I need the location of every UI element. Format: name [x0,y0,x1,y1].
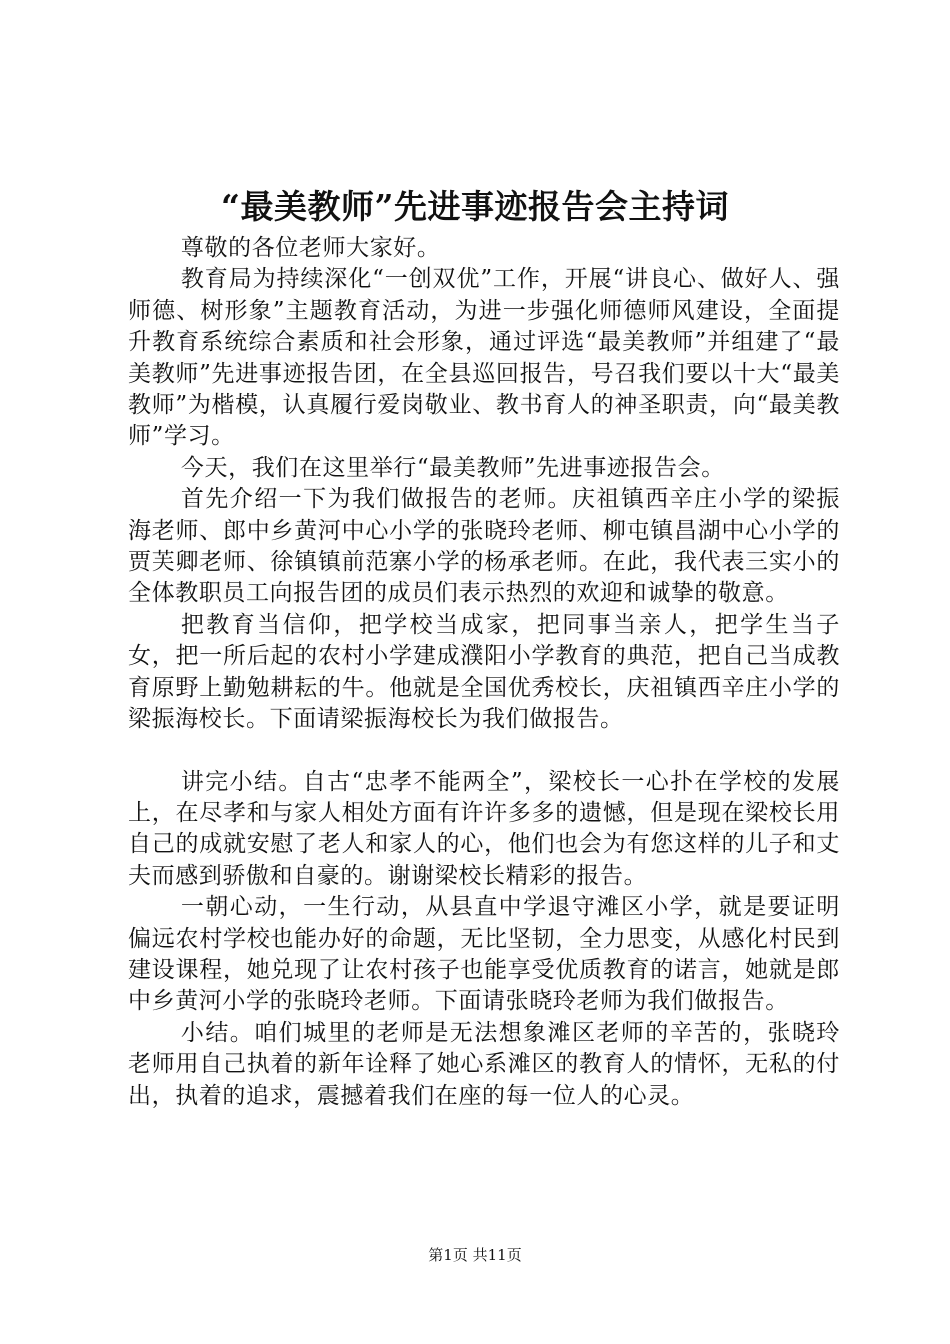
paragraph-zhang-summary: 小结。咱们城里的老师是无法想象滩区老师的辛苦的，张晓玲老师用自己执着的新年诠释了她心系滩区的教育人的情怀，无私的付出，执着的追求，震撼着我们在座的每一位人的心灵。 [128,1019,840,1109]
paragraph-liang-intro: 把教育当信仰，把学校当成家，把同事当亲人，把学生当子女，把一所后起的农村小学建成濮阳小学教育的典范，把自己当成教育原野上勤勉耕耘的牛。他就是全国优秀校长，庆祖镇西辛庄小学的梁振海校长。下面请梁振海校长为我们做报告。 [128,611,840,733]
paragraph-today: 今天，我们在这里举行“最美教师”先进事迹报告会。 [180,454,725,481]
paragraph-zhang-intro: 一朝心动，一生行动，从县直中学退守滩区小学，就是要证明偏远农村学校也能办好的命题，无比坚韧，全力思变，从感化村民到建设课程，她兑现了让农村孩子也能享受优质教育的诺言，她就是郎中乡黄河小学的张晓玲老师。下面请张晓玲老师为我们做报告。 [128,894,840,1015]
paragraph-greeting: 尊敬的各位老师大家好。 [180,235,441,261]
page-footer: 第1页 共11页 [428,1246,522,1264]
paragraph-background: 教育局为持续深化“一创双优”工作，开展“讲良心、做好人、强师德、树形象”主题教育活动，为进一步强化师德师风建设，全面提升教育系统综合素质和社会形象，通过评选“最美教师”并组建了“最美教师”先进事迹报告团，在全县巡回报告，号召我们要以十大“最美教师”为楷模，认真履行爱岗敬业、教书育人的神圣职责，向“最美教师”学习。 [128,266,840,450]
paragraph-introduction: 首先介绍一下为我们做报告的老师。庆祖镇西辛庄小学的梁振海老师、郎中乡黄河中心小学的张晓玲老师、柳屯镇昌湖中心小学的贾芙卿老师、徐镇镇前范寨小学的杨承老师。在此，我代表三实小的全体教职员工向报告团的成员们表示热烈的欢迎和诚挚的敬意。 [128,486,840,607]
document-body [128,233,840,1112]
document-title: “最美教师”先进事迹报告会主持词 [221,187,729,226]
paragraph-liang-summary: 讲完小结。自古“忠孝不能两全”，梁校长一心扑在学校的发展上，在尽孝和与家人相处方面有许许多多的遗憾，但是现在梁校长用自己的成就安慰了老人和家人的心，他们也会为有您这样的儿子和丈夫而感到骄傲和自豪的。谢谢梁校长精彩的报告。 [128,768,840,889]
